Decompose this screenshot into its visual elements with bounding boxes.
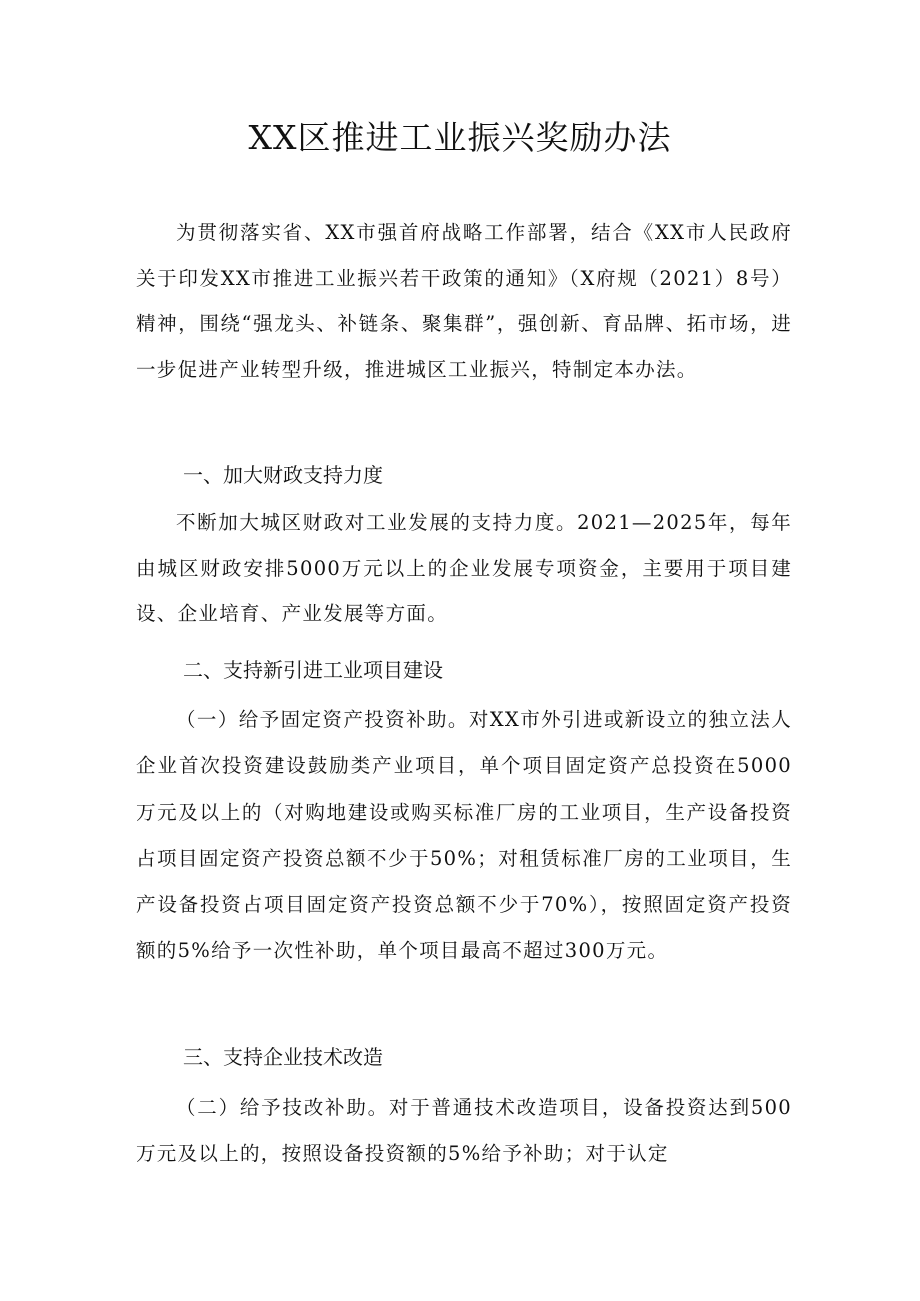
- section-heading-3: 三、支持企业技术改造: [183, 1045, 383, 1069]
- section-body-2: （一）给予固定资产投资补助。对XX市外引进或新设立的独立法人企业首次投资建设鼓励类产业项目，单个项目固定资产总投资在5000万元及以上的（对购地建设或购买标准厂房的工业项目，生产设备投资占项目固定资产投资总额不少于50%；对租赁标准厂房的工业项目，生产设备投资占项目固定资产投资总额不少于70%），按照固定资产投资额的5%给予一次性补助，单个项目最高不超过300万元。: [136, 708, 792, 963]
- intro-paragraph: 为贯彻落实省、XX市强首府战略工作部署，结合《XX市人民政府关于印发XX市推进工业振兴若干政策的通知》（X府规（2021）8号）精神，围绕“强龙头、补链条、聚集群”，强创新、育品牌、拓市场，进一步促进产业转型升级，推进城区工业振兴，特制定本办法。: [136, 221, 792, 381]
- section-body-3: （二）给予技改补助。对于普通技术改造项目，设备投资达到500万元及以上的，按照设备投资额的5%给予补助；对于认定: [136, 1096, 792, 1165]
- section-heading-1: 一、加大财政支持力度: [183, 463, 383, 487]
- document-title: XX区推进工业振兴奖励办法: [248, 118, 672, 157]
- section-heading-2: 二、支持新引进工业项目建设: [183, 658, 443, 682]
- section-body-1: 不断加大城区财政对工业发展的支持力度。2021—2025年，每年由城区财政安排5000万元以上的企业发展专项资金，主要用于项目建设、企业培育、产业发展等方面。: [136, 511, 792, 625]
